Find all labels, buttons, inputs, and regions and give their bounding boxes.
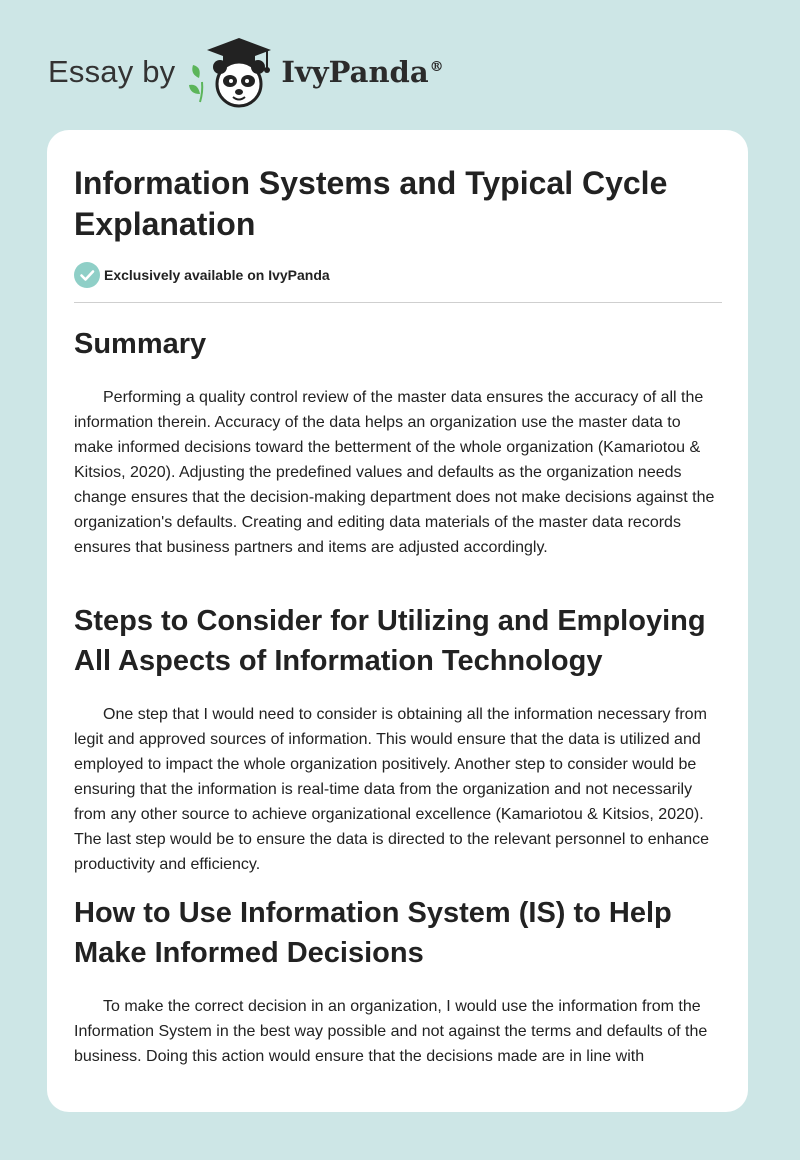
- brand-name: IvyPanda®: [281, 55, 444, 89]
- divider: [74, 302, 722, 303]
- section-paragraph-steps: One step that I would need to consider is obtaining all the information necessary from legit and approved sources of information. This would ensure that the data is utilized and employed to impact the whole organization positively. Another step to consider would be ensuring that the information is real-time data from the organization and not necessarily from any other source to achieve organizational excellence (Kamariotou & Kitsios, 2020). The last step would be to ensure the data is directed to the relevant personnel to enhance productivity and efficiency.: [74, 706, 710, 873]
- exclusive-badge-label: Exclusively available on IvyPanda: [104, 267, 330, 283]
- section-heading-summary: Summary: [74, 328, 207, 360]
- brand-prefix: Essay by: [48, 54, 176, 89]
- page-title: Information Systems and Typical Cycle Explanation: [74, 165, 668, 242]
- essay-card: [47, 130, 748, 1112]
- section-paragraph-summary: Performing a quality control review of the master data ensures the accuracy of all the information therein. Accuracy of the data helps an organization use the master data to make informed decisions toward the betterment of the whole organization (Kamariotou & Kitsios, 2020). Adjusting the predefined values and defaults as the organization needs change ensures that the decision-making department does not make decisions against the organization's defaults. Creating and editing data materials of the master data records ensures that business partners and items are adjusted accordingly.: [74, 389, 715, 556]
- registered-mark: ®: [429, 59, 444, 76]
- check-circle-icon: [74, 262, 100, 288]
- section-heading-steps: Steps to Consider for Utilizing and Employing All Aspects of Information Technology: [74, 605, 706, 677]
- section-heading-informed-decisions: How to Use Information System (IS) to Help Make Informed Decisions: [74, 897, 672, 969]
- exclusive-badge: [74, 262, 330, 288]
- brand-logo[interactable]: [48, 34, 444, 110]
- panda-mascot-icon: [187, 34, 279, 110]
- section-paragraph-informed-decisions: To make the correct decision in an organization, I would use the information from the Information System in the best way possible and not against the terms and defaults of the business. Doing this action would ensure that the decisions made are in line with: [74, 998, 708, 1065]
